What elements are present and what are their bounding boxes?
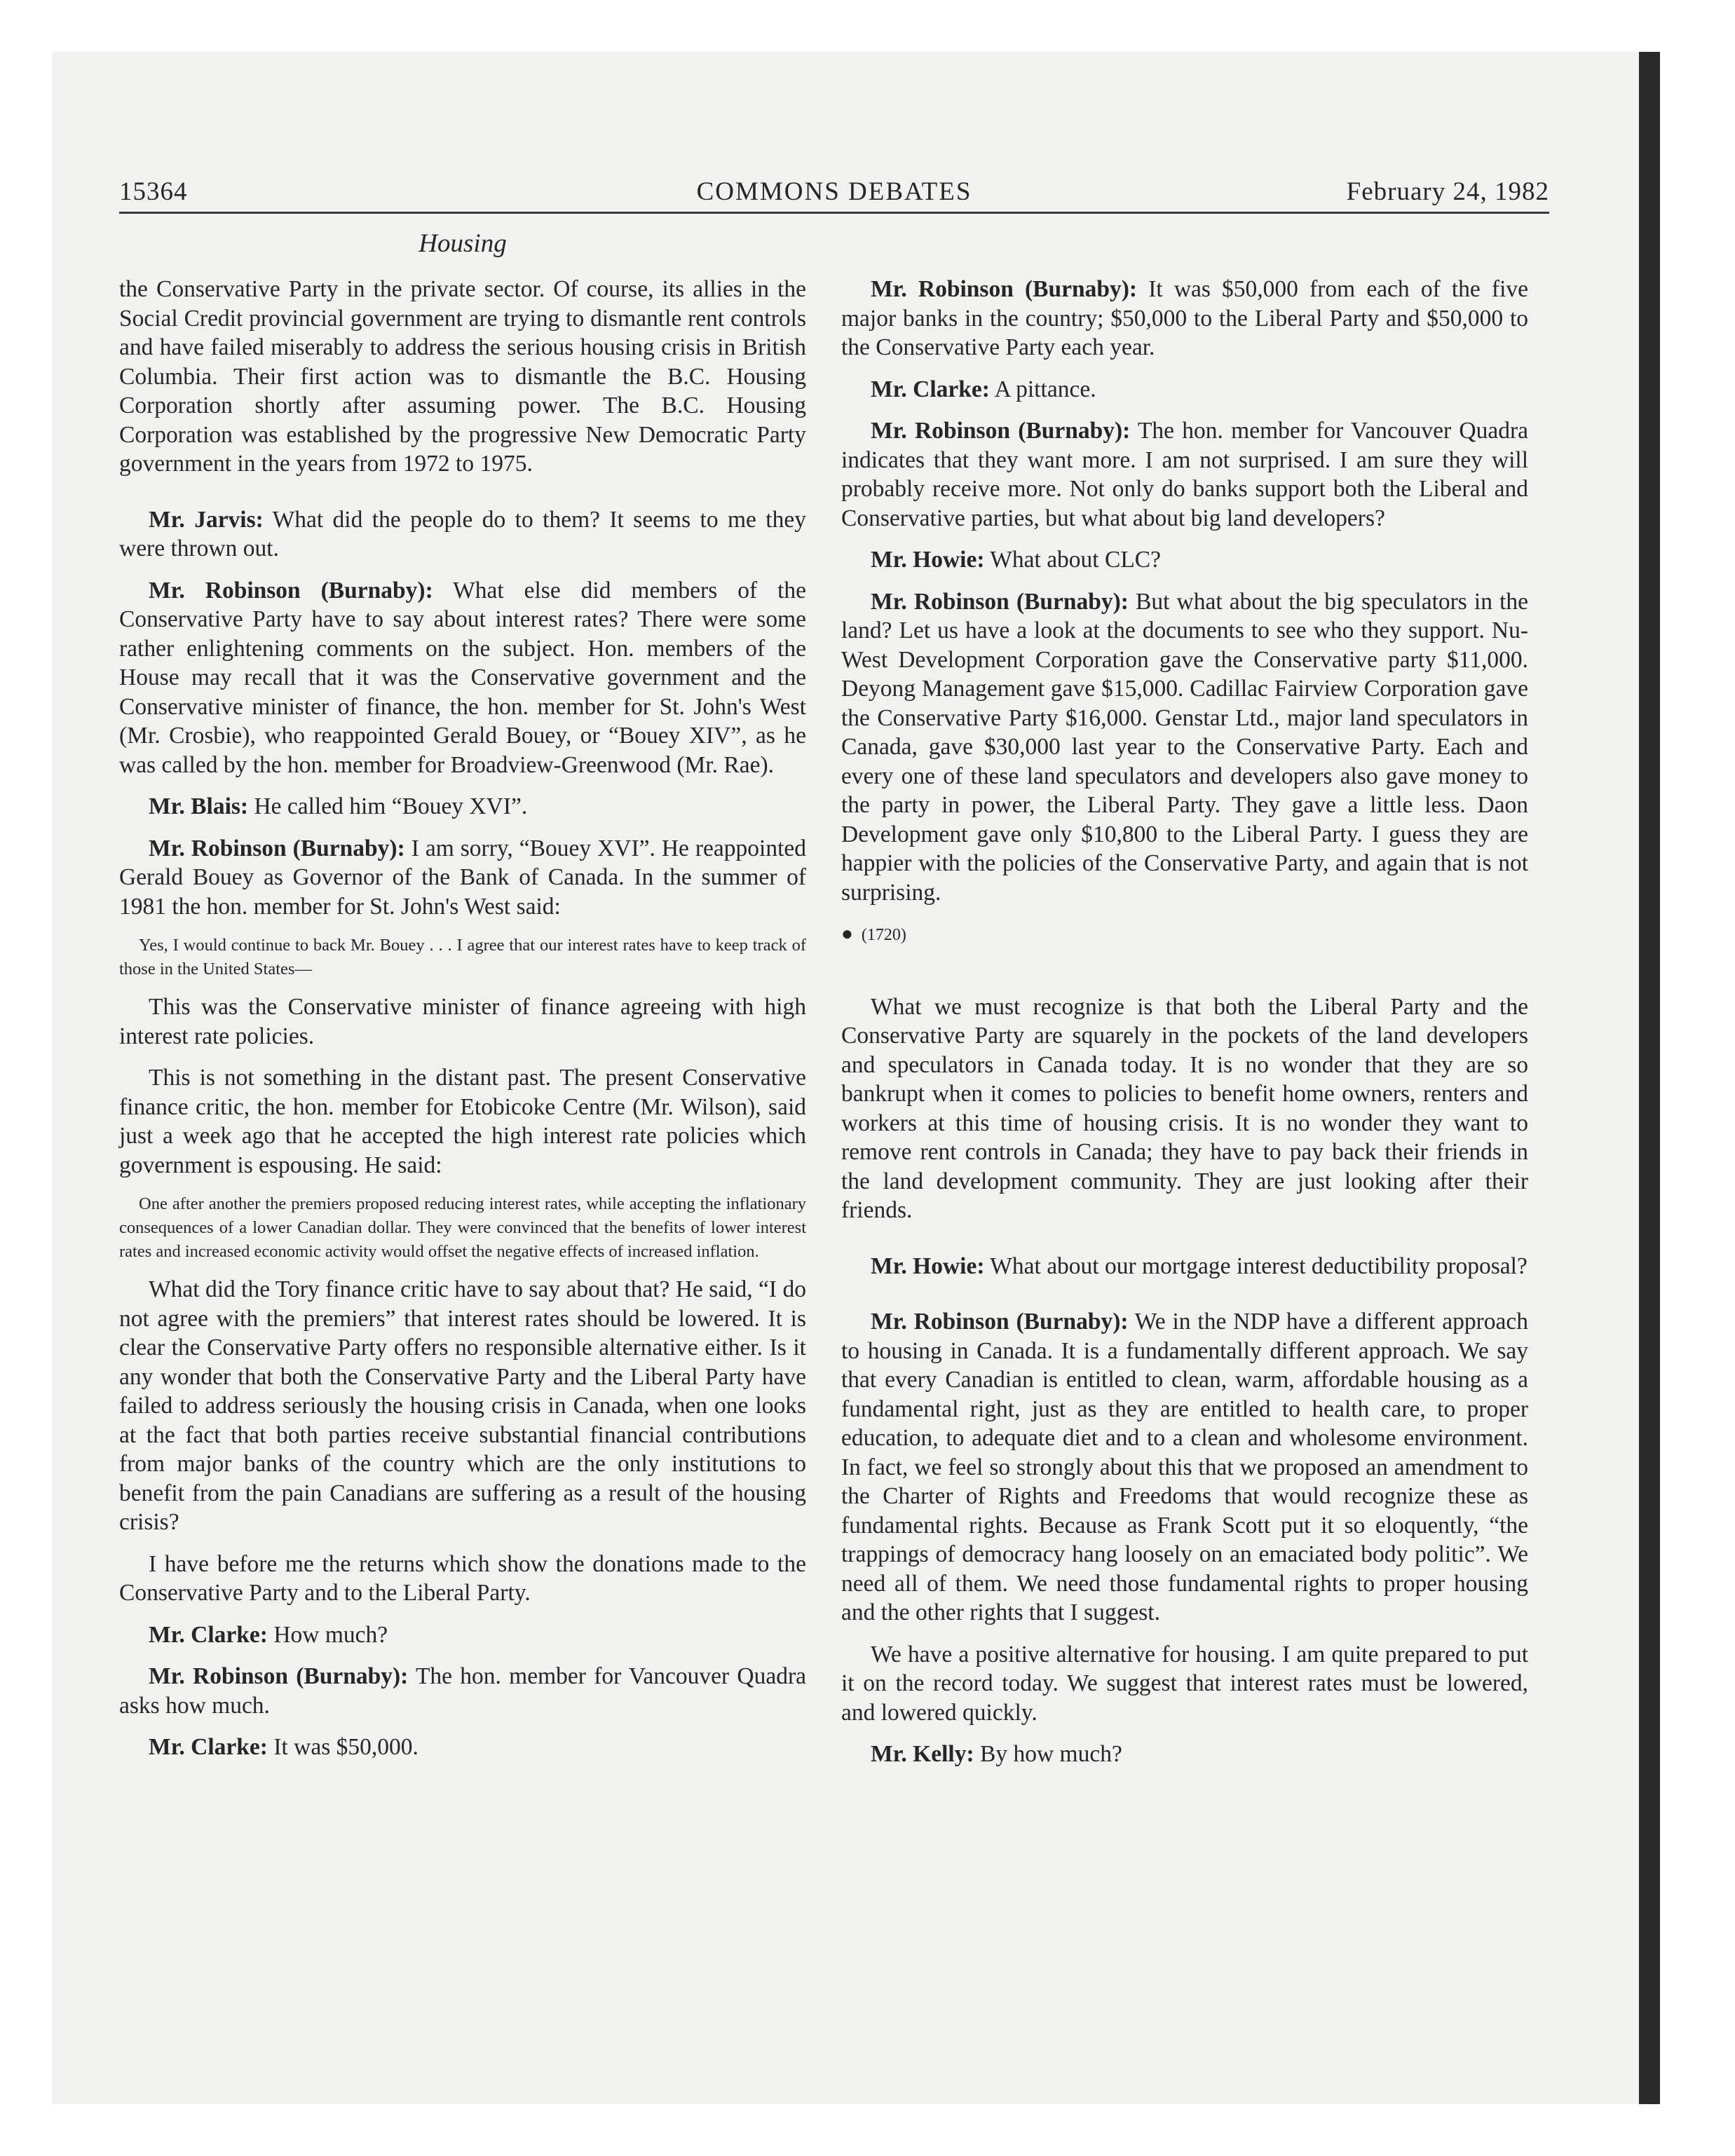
speaker-name: Mr. Robinson (Burnaby): — [149, 1663, 409, 1689]
publication-title: COMMONS DEBATES — [696, 177, 972, 206]
speech-text: I am sorry, “Bouey XVI”. He reappointed Gerald Bouey as Governor of the Bank of Canada. In the summer of 1981 the hon. member for St. John's West said: — [119, 835, 807, 920]
speech-text: The hon. member for Vancouver Quadra indicates that they want more. I am not surprised. I am sure they will probably receive more. Not only do banks support both the Liberal and Conservative parties, but what about big land developers? — [841, 418, 1528, 531]
speaker-name: Mr. Jarvis: — [149, 506, 264, 533]
subject-heading: Housing — [419, 229, 507, 258]
paragraph: What did the Tory finance critic have to say about that? He said, “I do not agree with the premiers” that interest rates should be lowered. It is clear the Conservative Party offers no responsible alternative either. Is it any wonder that both the Conservative Party and the Liberal Party have failed to address seriously the housing crisis in Canada, when one looks at the fact that both parties receive substantial financial contributions from major banks of the country which are the only institutions to benefit from the pain Canadians are suffering as a result of the housing crisis? — [119, 1276, 806, 1535]
speech-text: What about CLC? — [984, 547, 1162, 573]
speech-text: What about our mortgage interest deductibility proposal? — [984, 1253, 1528, 1279]
speech-text: By how much? — [974, 1741, 1122, 1767]
time-marker — [841, 920, 1528, 950]
speech — [841, 375, 1528, 404]
running-head — [119, 177, 1549, 212]
speaker-name: Mr. Blais: — [149, 793, 249, 819]
speaker-name: Mr. Howie: — [871, 1253, 985, 1279]
scan-edge-bar — [1639, 52, 1660, 2104]
speech — [841, 275, 1528, 362]
speech-text: We in the NDP have a different approach to housing in Canada. It is a fundamentally different approach. We say that every Canadian is entitled to clean, warm, affordable housing as a fundamental right, just as they are entitled to health care, to proper education, to adequate diet and to a clean and wholesome environment. In fact, we feel so strongly about this that we proposed an amendment to the Charter of Rights and Freedoms that would recognize these as fundamental rights. Because as Frank Scott put it so eloquently, “the trappings of democracy hang loosely on an emaciated body politic”. We need all of them. We need those fundamental rights to proper housing and the other rights that I suggest. — [841, 1309, 1528, 1625]
speaker-name: Mr. Robinson (Burnaby): — [871, 588, 1129, 615]
right-column — [841, 275, 1528, 1782]
speech — [119, 505, 806, 564]
paragraph: This is not something in the distant past. The present Conservative finance critic, the hon. member for Etobicoke Centre (Mr. Wilson), said just a week ago that he accepted the high interest rate policies which government is espousing. He said: — [119, 1065, 806, 1178]
speaker-name: Mr. Robinson (Burnaby): — [149, 835, 405, 861]
speech — [119, 1733, 806, 1762]
speaker-name: Mr. Clarke: — [871, 376, 990, 402]
speaker-name: Mr. Robinson (Burnaby): — [149, 577, 433, 603]
speech — [119, 1621, 806, 1650]
left-column — [119, 275, 806, 1775]
time-marker-text: (1720) — [861, 926, 906, 944]
speech-text: He called him “Bouey XVI”. — [248, 793, 528, 819]
paragraph: We have a positive alternative for housing. I am quite prepared to put it on the record today. We suggest that interest rates must be lowered, and lowered quickly. — [841, 1641, 1528, 1726]
block-quote: One after another the premiers proposed reducing interest rates, while accepting the inflationary consequences of a lower Canadian dollar. They were convinced that the benefits of lower interest rates and increased economic activity would offset the negative effects of increased inflation. — [119, 1194, 806, 1261]
speaker-name: Mr. Clarke: — [149, 1734, 268, 1760]
speaker-name: Mr. Howie: — [871, 547, 985, 573]
speech-text: A pittance. — [989, 376, 1096, 402]
speech-text: What did the people do to them? It seems to me they were thrown out. — [119, 506, 806, 561]
speech — [841, 416, 1528, 533]
speech — [119, 792, 806, 821]
speaker-name: Mr. Kelly: — [871, 1741, 974, 1767]
speaker-name: Mr. Clarke: — [149, 1621, 268, 1648]
speaker-name: Mr. Robinson (Burnaby): — [871, 418, 1131, 444]
speech-text: What else did members of the Conservative Party have to say about interest rates? There were some rather enlightening comments on the subject. Hon. members of the House may recall that it was the Conservative government and the Conservative minister of finance, the hon. member for St. John's West (Mr. Crosbie), who reappointed Gerald Bouey, or “Bouey XIV”, as he was called by the hon. member for Broadview-Greenwood (Mr. Rae). — [119, 577, 806, 778]
paragraph: the Conservative Party in the private sector. Of course, its allies in the Social Credit provincial government are trying to dismantle rent controls and have failed miserably to address the serious housing crisis in British Columbia. Their first action was to dismantle the B.C. Housing Corporation shortly after assuming power. The B.C. Housing Corporation was established by the progressive New Democratic Party government in the years from 1972 to 1975. — [119, 276, 806, 477]
speech-text: It was $50,000 from each of the five major banks in the country; $50,000 to the Liberal Party and $50,000 to the Conservative Party each year. — [841, 276, 1529, 360]
paragraph: This was the Conservative minister of finance agreeing with high interest rate policies. — [119, 994, 806, 1049]
paragraph: I have before me the returns which show the donations made to the Conservative Party and to the Liberal Party. — [119, 1550, 806, 1606]
speaker-name: Mr. Robinson (Burnaby): — [871, 1309, 1129, 1335]
publication-date: February 24, 1982 — [1346, 177, 1549, 206]
speech — [119, 834, 806, 922]
speech — [841, 545, 1528, 575]
speech — [119, 576, 806, 780]
speaker-name: Mr. Robinson (Burnaby): — [871, 276, 1138, 302]
paragraph: What we must recognize is that both the Liberal Party and the Conservative Party are squarely in the pockets of the land developers and speculators in Canada today. It is no wonder that they are so bankrupt when it comes to policies to benefit home owners, renters and workers at this time of housing crisis. It is no wonder they want to remove rent controls in Canada; they have to pay back their friends in the land development community. They are just looking after their friends. — [841, 993, 1528, 1223]
speech — [841, 1252, 1528, 1281]
speech — [841, 1307, 1528, 1628]
speech — [841, 587, 1528, 908]
speech-text: The hon. member for Vancouver Quadra asks how much. — [119, 1663, 806, 1719]
speech — [841, 1740, 1528, 1769]
block-quote: Yes, I would continue to back Mr. Bouey . . . I agree that our interest rates have to keep track of those in the United States— — [119, 936, 806, 978]
speech-text: It was $50,000. — [267, 1734, 419, 1760]
bullet-icon: ● — [841, 923, 853, 945]
speech — [119, 1662, 806, 1720]
speech-text: How much? — [267, 1621, 388, 1648]
speech-text: But what about the big speculators in the land? Let us have a look at the documents to see who they support. Nu-West Development Corporation gave the Conservative party $11,000. Deyong Management gave $15,000. Cadillac Fairview Corporation gave the Conservative Party $16,000. Genstar Ltd., major land speculators in Canada, gave $30,000 last year to the Conservative Party. Each and every one of these land speculators and developers also gave money to the party in power, the Liberal Party. They gave a little less. Daon Development gave only $10,800 to the Liberal Party. I guess they are happier with the policies of the Conservative Party, and again that is not surprising. — [841, 588, 1528, 906]
header-rule — [119, 212, 1549, 214]
page-number: 15364 — [119, 177, 188, 206]
